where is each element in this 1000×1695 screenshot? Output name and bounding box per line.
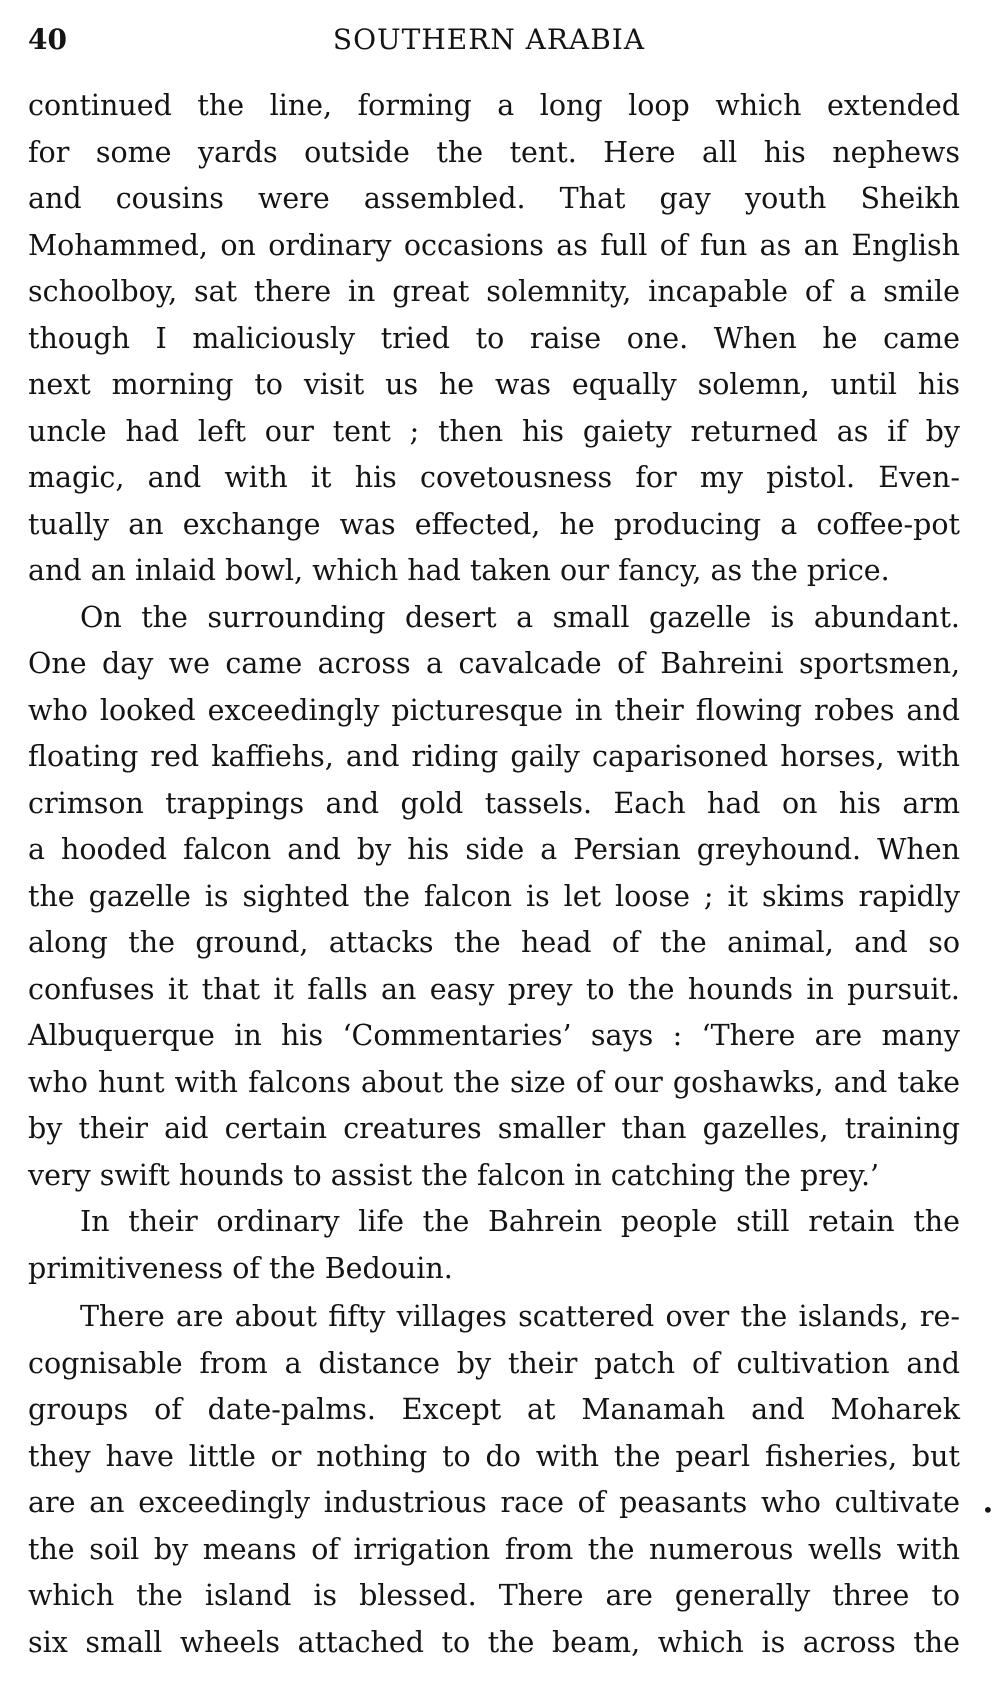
text-line: floating red kaffiehs, and riding gaily caparisoned horses, with <box>28 740 960 773</box>
text-line: the gazelle is sighted the falcon is let loose ; it skims rapidly <box>28 879 960 913</box>
text-line: are an exceedingly industrious race of peasants who cultivate <box>28 1486 960 1519</box>
paragraph-start-line: In their ordinary life the Bahrein people still retain the <box>80 1205 960 1238</box>
paragraph-end-line: very swift hounds to assist the falcon in catching the prey.’ <box>28 1158 880 1192</box>
text-line: cognisable from a distance by their patch of cultivation and <box>28 1346 960 1380</box>
running-title: SOUTHERN ARABIA <box>332 23 646 56</box>
text-line: the soil by means of irrigation from the numerous wells with <box>28 1532 960 1566</box>
text-line: Mohammed, on ordinary occasions as full of fun as an English <box>28 228 960 262</box>
text-line: which the island is blessed. There are generally three to <box>28 1579 960 1612</box>
paragraph-end-line: and an inlaid bowl, which had taken our fancy, as the price. <box>28 554 890 587</box>
paragraph-start-line: There are about fifty villages scattered over the islands, re- <box>80 1300 960 1333</box>
text-line: continued the line, forming a long loop which extended <box>28 89 960 122</box>
text-line: though I maliciously tried to raise one. When he came <box>28 321 960 355</box>
text-line: they have little or nothing to do with the pearl fisheries, but <box>28 1439 960 1473</box>
print-speck-mark: • <box>982 1498 994 1522</box>
text-line: confuses it that it falls an easy prey to the hounds in pursuit. <box>28 972 960 1006</box>
running-head <box>28 18 960 62</box>
text-line: tually an exchange was effected, he producing a coffee-pot <box>28 507 960 541</box>
text-line: schoolboy, sat there in great solemnity, incapable of a smile <box>28 275 960 308</box>
body-text <box>28 83 960 1666</box>
text-line: who hunt with falcons about the size of our goshawks, and take <box>28 1065 960 1099</box>
text-line: by their aid certain creatures smaller than gazelles, training <box>28 1112 960 1145</box>
text-line: for some yards outside the tent. Here all his nephews <box>28 135 960 169</box>
text-line: six small wheels attached to the beam, which is across the <box>28 1625 960 1659</box>
text-line: along the ground, attacks the head of the animal, and so <box>28 926 960 959</box>
text-line: uncle had left our tent ; then his gaiety returned as if by <box>28 414 960 448</box>
text-line: magic, and with it his covetousness for my pistol. Even- <box>28 461 960 494</box>
page-number: 40 <box>28 23 67 56</box>
text-line: a hooded falcon and by his side a Persian greyhound. When <box>28 833 960 866</box>
text-line: who looked exceedingly picturesque in their flowing robes and <box>28 693 960 727</box>
text-line: crimson trappings and gold tassels. Each had on his arm <box>28 786 960 820</box>
text-line: next morning to visit us he was equally solemn, until his <box>28 368 960 401</box>
text-line: and cousins were assembled. That gay youth Sheikh <box>28 182 960 215</box>
text-line: Albuquerque in his ‘Commentaries’ says : ‘There are many <box>28 1019 960 1052</box>
text-line: groups of date-palms. Except at Manamah and Moharek <box>28 1393 960 1426</box>
text-line: One day we came across a cavalcade of Bahreini sportsmen, <box>28 647 960 680</box>
paragraph-start-line: On the surrounding desert a small gazelle is abundant. <box>80 600 960 634</box>
paragraph-end-line: primitiveness of the Bedouin. <box>28 1251 453 1285</box>
